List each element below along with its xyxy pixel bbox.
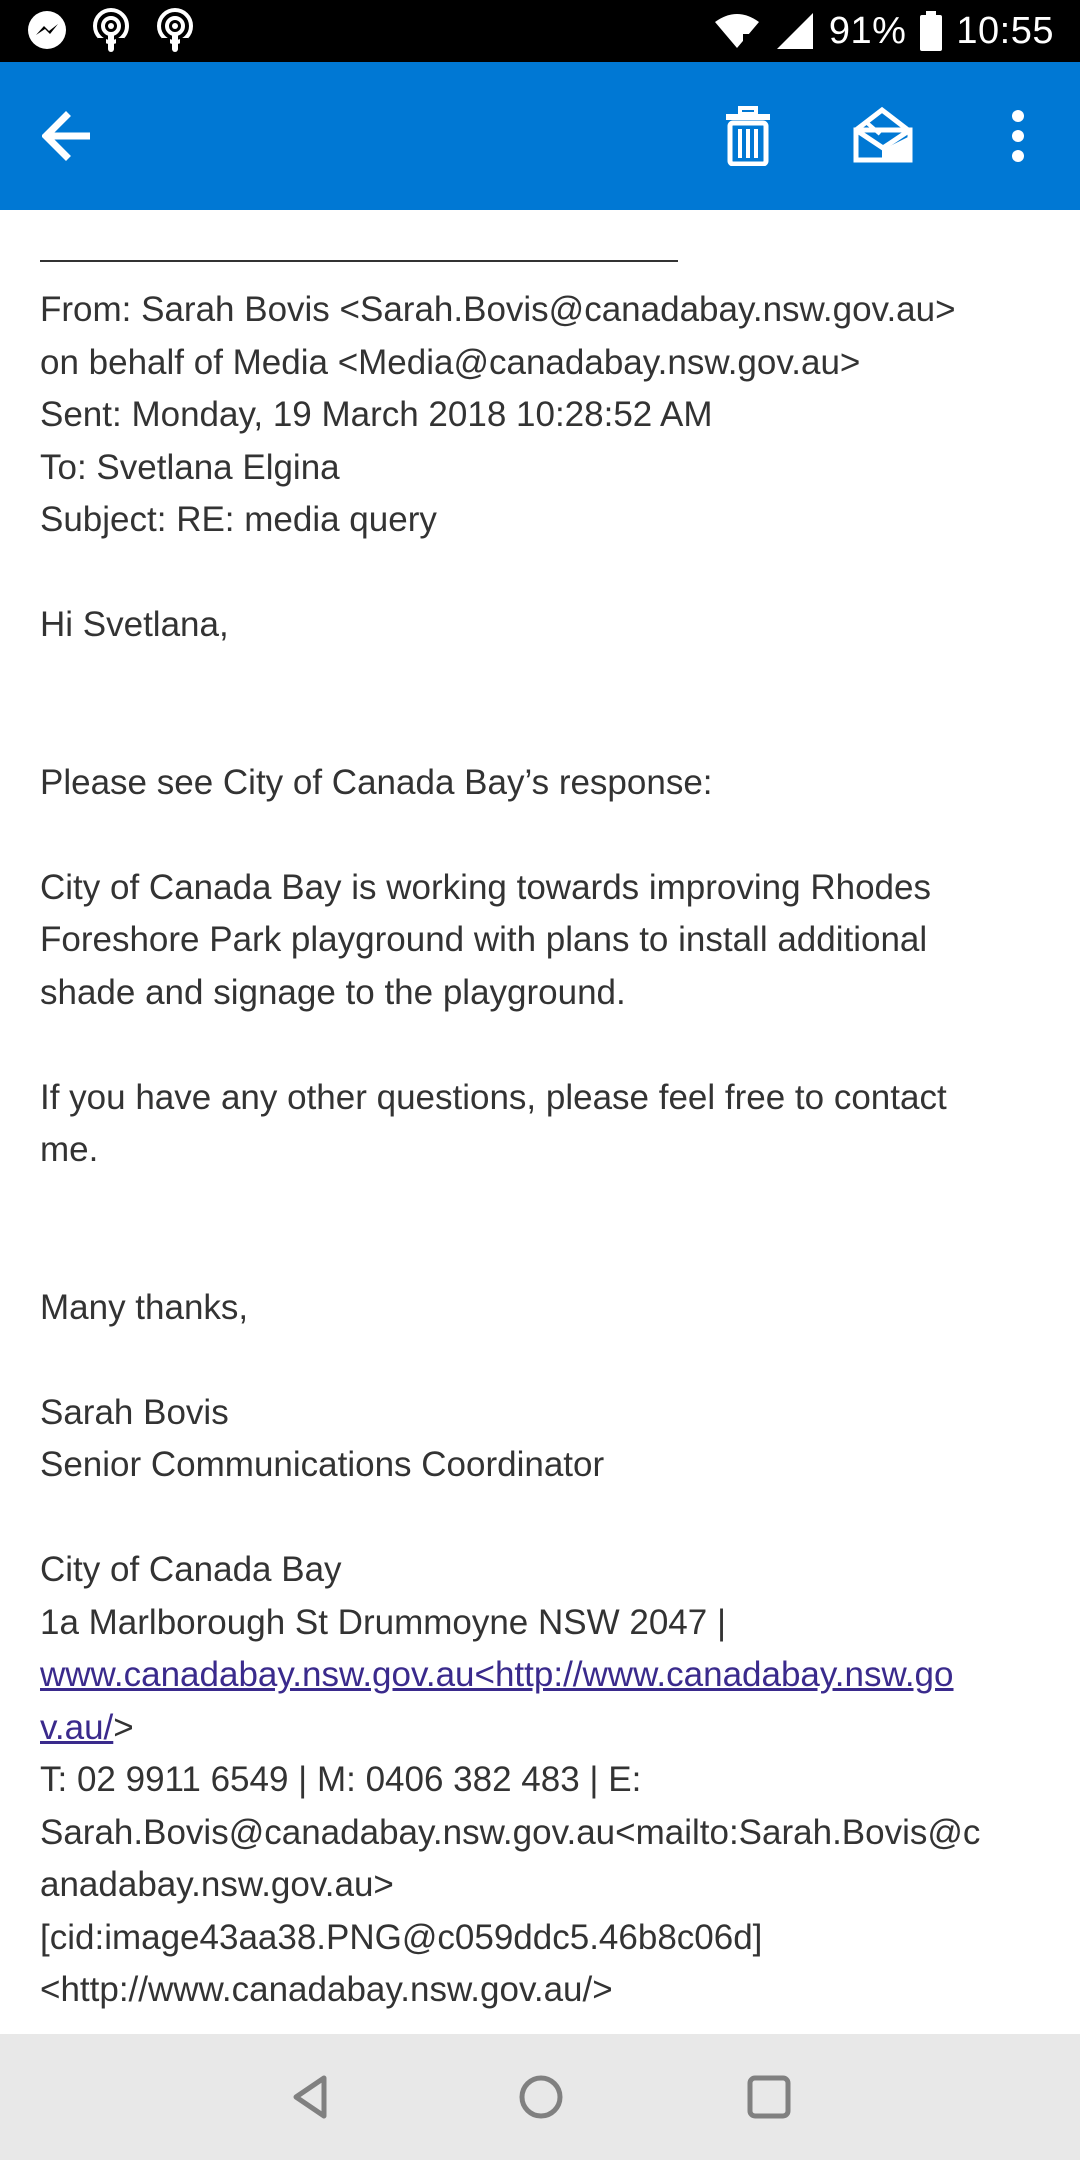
circle-home-icon: [516, 2072, 566, 2122]
messenger-icon: [26, 10, 68, 52]
website-link-line: [40, 1702, 1050, 1755]
envelope-open-icon: [852, 106, 914, 164]
email-closing: Many thanks,: [40, 1287, 249, 1327]
wifi-icon: [713, 12, 761, 50]
email-from: From: Sarah Bovis <Sarah.Bovis@canadabay.nsw.gov.au>: [40, 290, 956, 329]
divider-line: [40, 260, 678, 262]
email-body-line: Foreshore Park playground with plans to install additional: [40, 920, 928, 959]
back-button[interactable]: [42, 110, 94, 162]
arrow-left-icon: [42, 110, 94, 162]
signature-email: Sarah.Bovis@canadabay.nsw.gov.au<mailto:Sarah.Bovis@c: [40, 1812, 981, 1852]
status-right-icons: [713, 10, 1054, 53]
website-link-cont[interactable]: v.au/: [40, 1707, 114, 1747]
email-greeting: Hi Svetlana,: [40, 605, 229, 644]
email-questions-line: If you have any other questions, please feel free to contact: [40, 1077, 947, 1117]
signature-email-cont: anadabay.nsw.gov.au>: [40, 1865, 394, 1904]
more-vertical-icon: [1004, 108, 1032, 164]
email-body: [40, 210, 1050, 2017]
signature-cid: [cid:image43aa38.PNG@c059ddc5.46b8c06d]: [40, 1917, 763, 1957]
battery-percent: 91%: [828, 9, 907, 52]
nav-back-button[interactable]: [286, 2072, 336, 2122]
navigation-bar: [0, 2034, 1080, 2160]
podcast-icon: [154, 8, 196, 54]
nav-recents-button[interactable]: [744, 2072, 794, 2122]
website-link-line: [40, 1649, 1050, 1702]
email-to: To: Svetlana Elgina: [40, 447, 340, 487]
signature-org: City of Canada Bay: [40, 1550, 342, 1589]
website-link[interactable]: www.canadabay.nsw.gov.au<http://www.canadabay.nsw.go: [40, 1655, 954, 1694]
triangle-back-icon: [286, 2072, 336, 2122]
clock: 10:55: [956, 9, 1054, 52]
cell-signal-icon: [775, 11, 815, 51]
mark-read-button[interactable]: [852, 106, 914, 164]
email-questions-line: me.: [40, 1130, 99, 1169]
email-subject: Subject: RE: media query: [40, 500, 437, 539]
signature-url: <http://www.canadabay.nsw.gov.au/>: [40, 1970, 613, 2009]
podcast-icon: [90, 8, 132, 54]
app-bar: [0, 62, 1080, 210]
status-left-icons: [26, 8, 196, 54]
signature-phone: T: 02 9911 6549 | M: 0406 382 483 | E:: [40, 1760, 642, 1799]
battery-icon: [920, 11, 942, 51]
website-link-suffix: >: [113, 1707, 134, 1747]
email-body-line: City of Canada Bay is working towards improving Rhodes: [40, 867, 931, 907]
nav-home-button[interactable]: [516, 2072, 566, 2122]
more-options-button[interactable]: [1004, 108, 1032, 164]
signature-address: 1a Marlborough St Drummoyne NSW 2047 |: [40, 1602, 727, 1642]
email-sent: Sent: Monday, 19 March 2018 10:28:52 AM: [40, 395, 713, 434]
email-intro: Please see City of Canada Bay’s response:: [40, 762, 713, 802]
trash-icon: [724, 106, 772, 166]
delete-button[interactable]: [724, 106, 772, 166]
email-body-line: shade and signage to the playground.: [40, 972, 626, 1012]
email-on-behalf: on behalf of Media <Media@canadabay.nsw.gov.au>: [40, 342, 861, 382]
status-bar: [0, 0, 1080, 62]
square-recents-icon: [744, 2072, 794, 2122]
signature-name: Sarah Bovis: [40, 1392, 229, 1432]
signature-title: Senior Communications Coordinator: [40, 1445, 605, 1484]
